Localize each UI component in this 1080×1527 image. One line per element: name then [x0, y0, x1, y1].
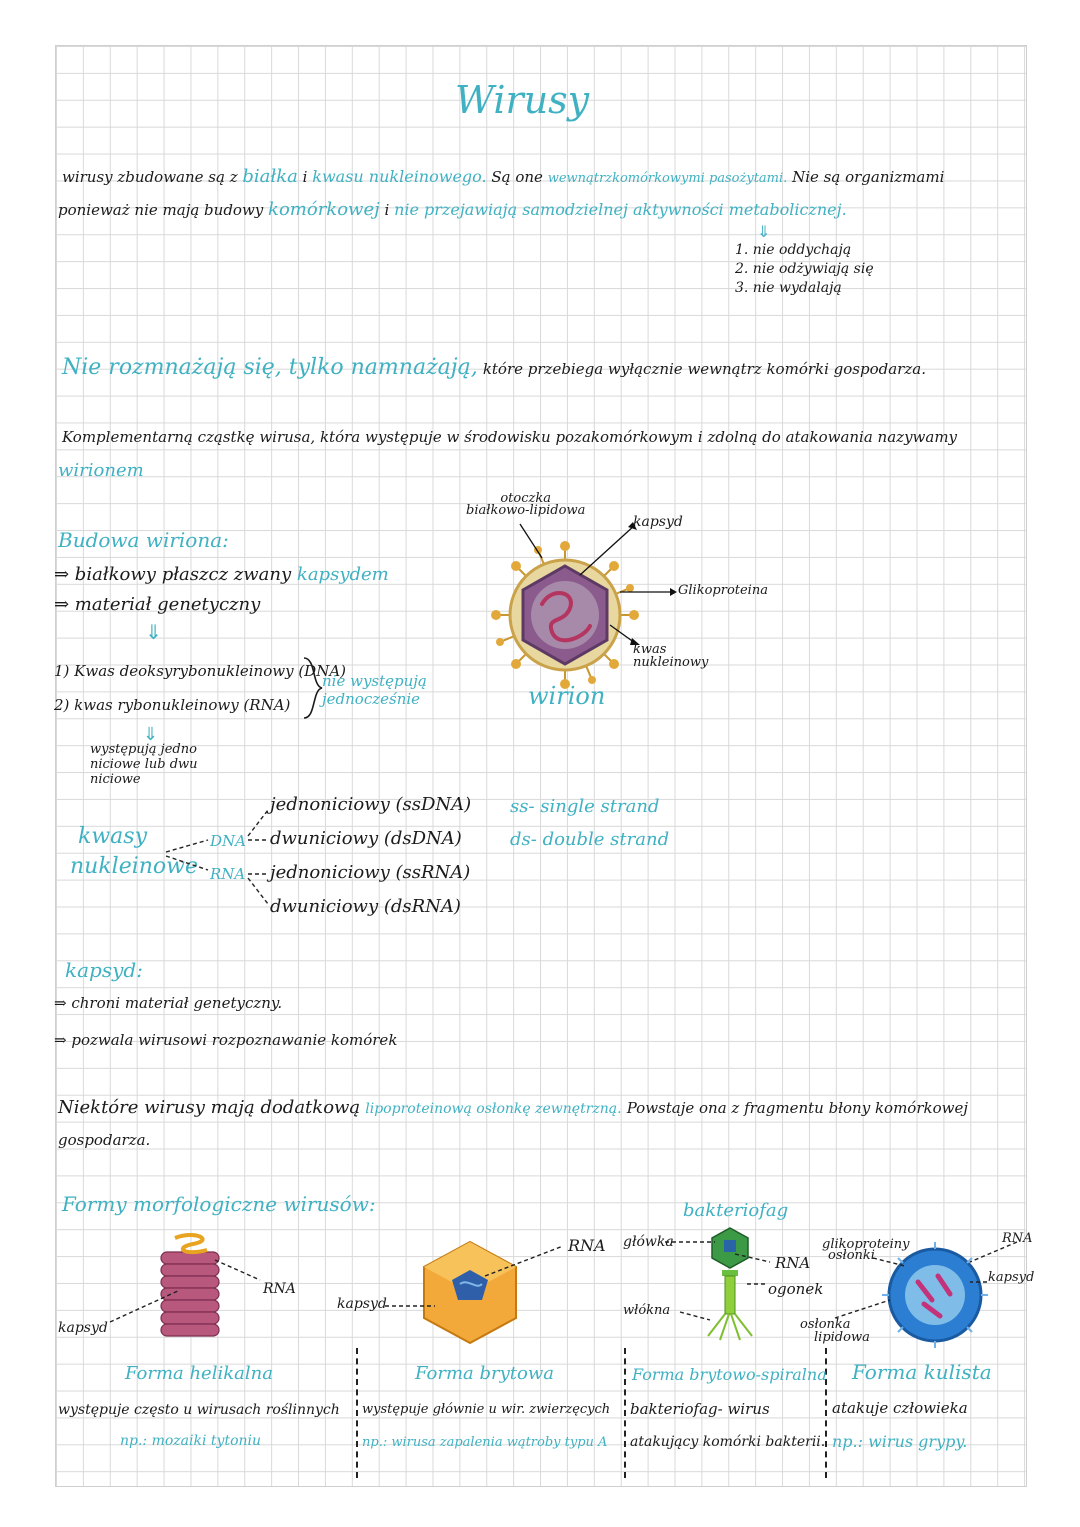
kwas-label: kwas nukleinowy — [633, 642, 709, 670]
intro-line-1: wirusy zbudowane są z białka i kwasu nukleinowego. Są one wewnątrzkomórkowymi pasożytami. Nie są organizmami — [62, 166, 945, 187]
complex-name: Forma brytowo-spiralna — [632, 1365, 827, 1384]
envelope-line: Niektóre wirusy mają dodatkową lipoproteinową osłonkę zewnętrzną. Powstaje ona z fragmentu błony komórkowej — [58, 1097, 968, 1118]
virion-term: wirionem — [58, 460, 144, 481]
polyhedral-rna-label: RNA — [568, 1236, 606, 1255]
phage-rna-label: RNA — [775, 1254, 811, 1272]
budowa-heading: Budowa wiriona: — [58, 528, 229, 552]
kapsyd-item: ⇒ pozwala wirusowi rozpoznawanie komórek — [54, 1031, 398, 1049]
column-divider — [624, 1348, 626, 1478]
strand-note: występują jedno niciowe lub dwu niciowe — [90, 742, 198, 787]
sphere-kapsyd-label: kapsyd — [988, 1270, 1035, 1285]
kapsyd-label: kapsyd — [633, 514, 683, 530]
phage-head-label: główka — [623, 1234, 674, 1250]
glikoproteina-label: Glikoproteina — [678, 583, 768, 598]
ds-legend: ds- double strand — [510, 829, 670, 850]
tree-leaf: dwuniciowy (dsDNA) — [270, 828, 462, 849]
complex-desc: bakteriofag- wirus — [630, 1400, 770, 1418]
list-item: 1. nie oddychają — [735, 242, 852, 258]
reproduction-line: Nie rozmnażają się, tylko namnażają, które przebiega wyłącznie wewnątrz komórki gospodarza. — [62, 355, 926, 380]
bakteriofag-label: bakteriofag — [683, 1200, 789, 1221]
complex-desc-2: atakujący komórki bakterii. — [630, 1434, 826, 1450]
tree-leaf: dwuniciowy (dsRNA) — [270, 896, 461, 917]
tree-root: kwasy nukleinowe — [70, 824, 199, 879]
tree-leaf: jednoniciowy (ssDNA) — [270, 794, 472, 815]
sphere-rna-label: RNA — [1002, 1231, 1033, 1246]
polyhedral-name: Forma brytowa — [415, 1363, 554, 1384]
tree-arrows — [160, 790, 280, 920]
list-item: 3. nie wydalają — [735, 280, 842, 296]
helical-desc: występuje często u wirusach roślinnych — [58, 1402, 340, 1418]
dna-line: 1) Kwas deoksyrybonukleinowy (DNA) — [54, 662, 347, 680]
virion-definition: Komplementarną cząstkę wirusa, która występuje w środowisku pozakomórkowym i zdolną do atakowania nazywamy — [62, 428, 958, 446]
helical-example: np.: mozaiki tytoniu — [120, 1433, 262, 1449]
polyhedral-kapsyd-label: kapsyd — [337, 1296, 387, 1312]
budowa-item-genetic: ⇒ materiał genetyczny — [54, 594, 261, 615]
helical-kapsyd-label: kapsyd — [58, 1320, 108, 1336]
helical-rna-label: RNA — [263, 1281, 296, 1297]
page-title: Wirusy — [455, 78, 590, 122]
otoczka-label: otoczka białkowo-lipidowa — [466, 491, 586, 518]
not-list — [735, 241, 874, 298]
polyhedral-example: np.: wirusa zapalenia wątroby typu A — [362, 1435, 608, 1450]
helical-name: Forma helikalna — [125, 1363, 273, 1384]
budowa-item-capsid: ⇒ białkowy płaszcz zwany kapsydem — [54, 564, 389, 585]
spherical-name: Forma kulista — [852, 1360, 992, 1384]
intro-line-2: ponieważ nie mają budowy komórkowej i nie przejawiają samodzielnej aktywności metabolicznej. — [58, 199, 847, 220]
tree-rna: RNA — [210, 865, 246, 883]
spherical-desc: atakuje człowieka — [832, 1399, 968, 1417]
tree-dna: DNA — [210, 832, 246, 850]
phage-fibers-label: włókna — [623, 1303, 671, 1318]
sphere-envelope-label: osłonka lipidowa — [800, 1317, 870, 1345]
envelope-line-2: gospodarza. — [58, 1131, 151, 1149]
forms-heading: Formy morfologiczne wirusów: — [62, 1192, 376, 1216]
polyhedral-desc: występuje głównie u wir. zwierzęcych — [362, 1402, 611, 1417]
phage-tail-label: ogonek — [768, 1280, 824, 1298]
ss-legend: ss- single strand — [510, 796, 660, 817]
rna-line: 2) kwas rybonukleinowy (RNA) — [54, 696, 291, 714]
sphere-glyco-label: glikoproteiny osłonki — [822, 1237, 910, 1263]
spherical-example: np.: wirus grypy. — [832, 1432, 968, 1451]
double-arrow-icon: ⇓ — [757, 222, 771, 241]
kapsyd-heading: kapsyd: — [65, 958, 143, 982]
kapsyd-item: ⇒ chroni materiał genetyczny. — [54, 994, 283, 1012]
list-item: 2. nie odżywiają się — [735, 261, 874, 277]
virion-caption: wirion — [528, 682, 606, 710]
polyhedral-pointers — [375, 1236, 575, 1316]
column-divider — [356, 1348, 358, 1478]
double-arrow-icon: ⇓ — [143, 724, 159, 745]
tree-leaf: jednoniciowy (ssRNA) — [270, 862, 471, 883]
exclusive-note: nie występują jednocześnie — [322, 672, 427, 708]
double-arrow-icon: ⇓ — [145, 620, 162, 644]
